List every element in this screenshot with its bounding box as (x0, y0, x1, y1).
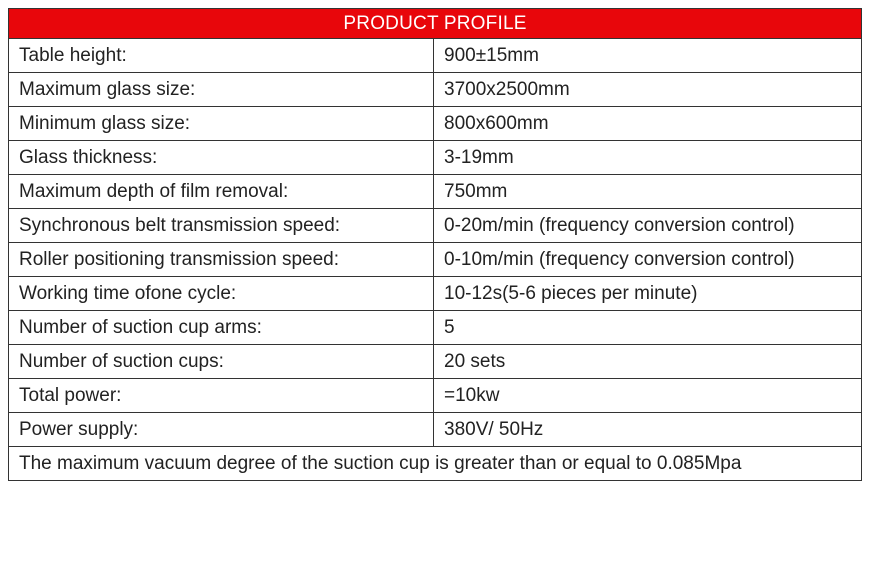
spec-value: 3700x2500mm (434, 73, 862, 107)
spec-value: 0-10m/min (frequency conversion control) (434, 243, 862, 277)
spec-label: Maximum glass size: (9, 73, 434, 107)
table-row (9, 277, 862, 311)
spec-label: Power supply: (9, 413, 434, 447)
table-row (9, 379, 862, 413)
spec-label: Table height: (9, 39, 434, 73)
spec-label: Total power: (9, 379, 434, 413)
table-row (9, 141, 862, 175)
table-row (9, 175, 862, 209)
table-row (9, 311, 862, 345)
table-row (9, 413, 862, 447)
spec-value: 20 sets (434, 345, 862, 379)
spec-value: 10-12s(5-6 pieces per minute) (434, 277, 862, 311)
spec-value: 900±15mm (434, 39, 862, 73)
spec-value: 750mm (434, 175, 862, 209)
product-profile-table (8, 8, 862, 481)
spec-value: 380V/ 50Hz (434, 413, 862, 447)
spec-value: 3-19mm (434, 141, 862, 175)
spec-label: Maximum depth of film removal: (9, 175, 434, 209)
spec-value: 0-20m/min (frequency conversion control) (434, 209, 862, 243)
table-row (9, 39, 862, 73)
table-row (9, 107, 862, 141)
table-header-row (9, 9, 862, 39)
spec-label: Working time ofone cycle: (9, 277, 434, 311)
spec-value: 800x600mm (434, 107, 862, 141)
spec-value: 5 (434, 311, 862, 345)
spec-label: Number of suction cup arms: (9, 311, 434, 345)
spec-label: Synchronous belt transmission speed: (9, 209, 434, 243)
spec-label: Roller positioning transmission speed: (9, 243, 434, 277)
table-row (9, 73, 862, 107)
spec-label: Glass thickness: (9, 141, 434, 175)
table-row (9, 345, 862, 379)
table-title: PRODUCT PROFILE (9, 9, 862, 39)
spec-label: Minimum glass size: (9, 107, 434, 141)
table-row (9, 209, 862, 243)
vacuum-note: The maximum vacuum degree of the suction cup is greater than or equal to 0.085Mpa (9, 447, 862, 481)
table-row (9, 243, 862, 277)
table-footer-row (9, 447, 862, 481)
spec-value: =10kw (434, 379, 862, 413)
spec-label: Number of suction cups: (9, 345, 434, 379)
